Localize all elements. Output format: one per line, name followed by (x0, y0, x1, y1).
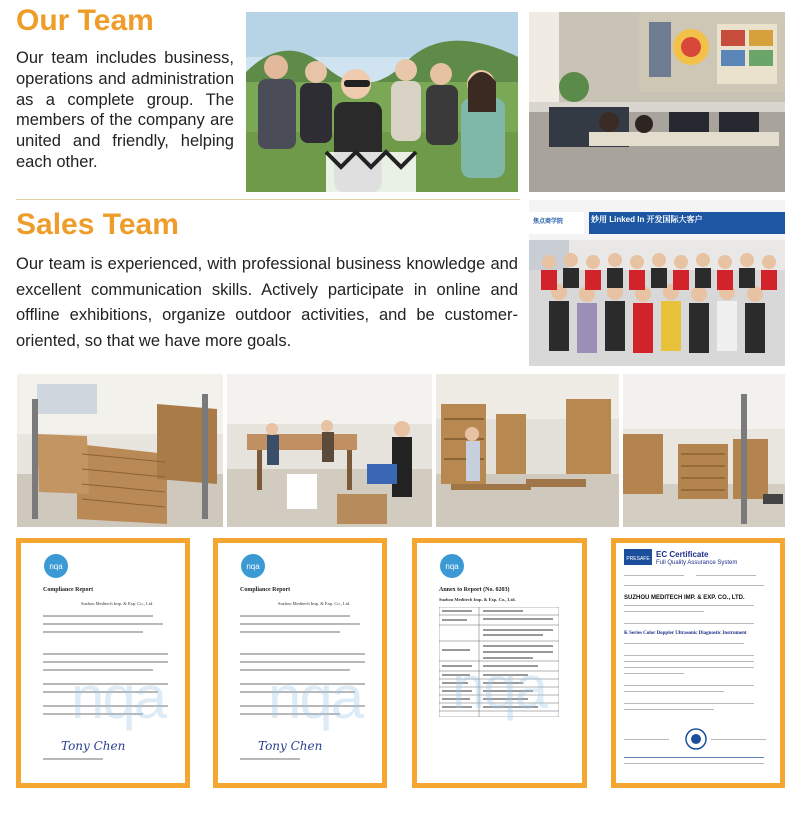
certificate-watermark: nqa (268, 664, 363, 731)
ec-certificate-title: EC Certificate (656, 550, 709, 559)
factory-photo-2 (227, 374, 432, 527)
section-divider (16, 199, 520, 200)
ec-certificate-subtitle: Full Quality Assurance System (656, 560, 738, 566)
certificate-signature: Tony Chen (61, 739, 126, 753)
presafe-logo-icon (624, 549, 652, 565)
ec-certificate-company: SUZHOU MEDITECH IMP. & EXP. CO., LTD. (624, 595, 745, 601)
svg-text:PRESAFE: PRESAFE (626, 556, 650, 562)
banner-text: 妙用 Linked In 开发国际大客户 (591, 215, 703, 224)
sales-team-title: Sales Team (16, 208, 179, 241)
ec-certificate-product: K Series Color Doppler Ultrasonic Diagnostic Instrument (624, 631, 747, 636)
certificate-signature: Tony Chen (258, 739, 323, 753)
certificate-company: Suzhou Meditech Imp. & Exp. Co., Ltd. (278, 601, 351, 606)
certificate-4 (611, 538, 785, 788)
svg-text:nqa: nqa (49, 562, 63, 571)
svg-text:nqa: nqa (445, 562, 459, 571)
certificate-1 (16, 538, 190, 788)
office-photo (529, 12, 785, 192)
sales-team-description: Our team is experienced, with professional business knowledge and excellent communication skills. Actively participate in online and offline exhibitions, organize outdoor activities, and be customer-oriented, so that we have more goals. (16, 255, 518, 350)
certificate-title: Annex to Report (No. 0203) (439, 587, 510, 593)
factory-photo-4 (623, 374, 785, 527)
banner-logo-text: 焦点商学院 (533, 219, 564, 225)
certificate-company: Suzhou Meditech Imp. & Exp. Co., Ltd. (439, 597, 516, 602)
certificate-company: Suzhou Meditech Imp. & Exp. Co., Ltd. (81, 601, 154, 606)
nqa-logo-icon (439, 553, 465, 579)
factory-photo-1 (17, 374, 223, 527)
team-outdoor-photo (246, 12, 518, 192)
svg-text:nqa: nqa (246, 562, 260, 571)
nqa-logo-icon (240, 553, 266, 579)
factory-photo-3 (436, 374, 619, 527)
certificate-3 (412, 538, 587, 788)
certificate-watermark: nqa (452, 654, 547, 721)
certificate-2 (213, 538, 387, 788)
sales-team-group-photo (529, 200, 785, 366)
notified-body-seal-icon (684, 727, 708, 751)
nqa-logo-icon (43, 553, 69, 579)
certificate-watermark: nqa (71, 664, 166, 731)
our-team-title: Our Team (16, 4, 154, 37)
certificate-title: Compliance Report (43, 587, 94, 593)
certificate-title: Compliance Report (240, 587, 291, 593)
our-team-description: Our team includes business, operations and administration as a complete group. The members of the company are united and friendly, helping each other. (16, 49, 234, 171)
